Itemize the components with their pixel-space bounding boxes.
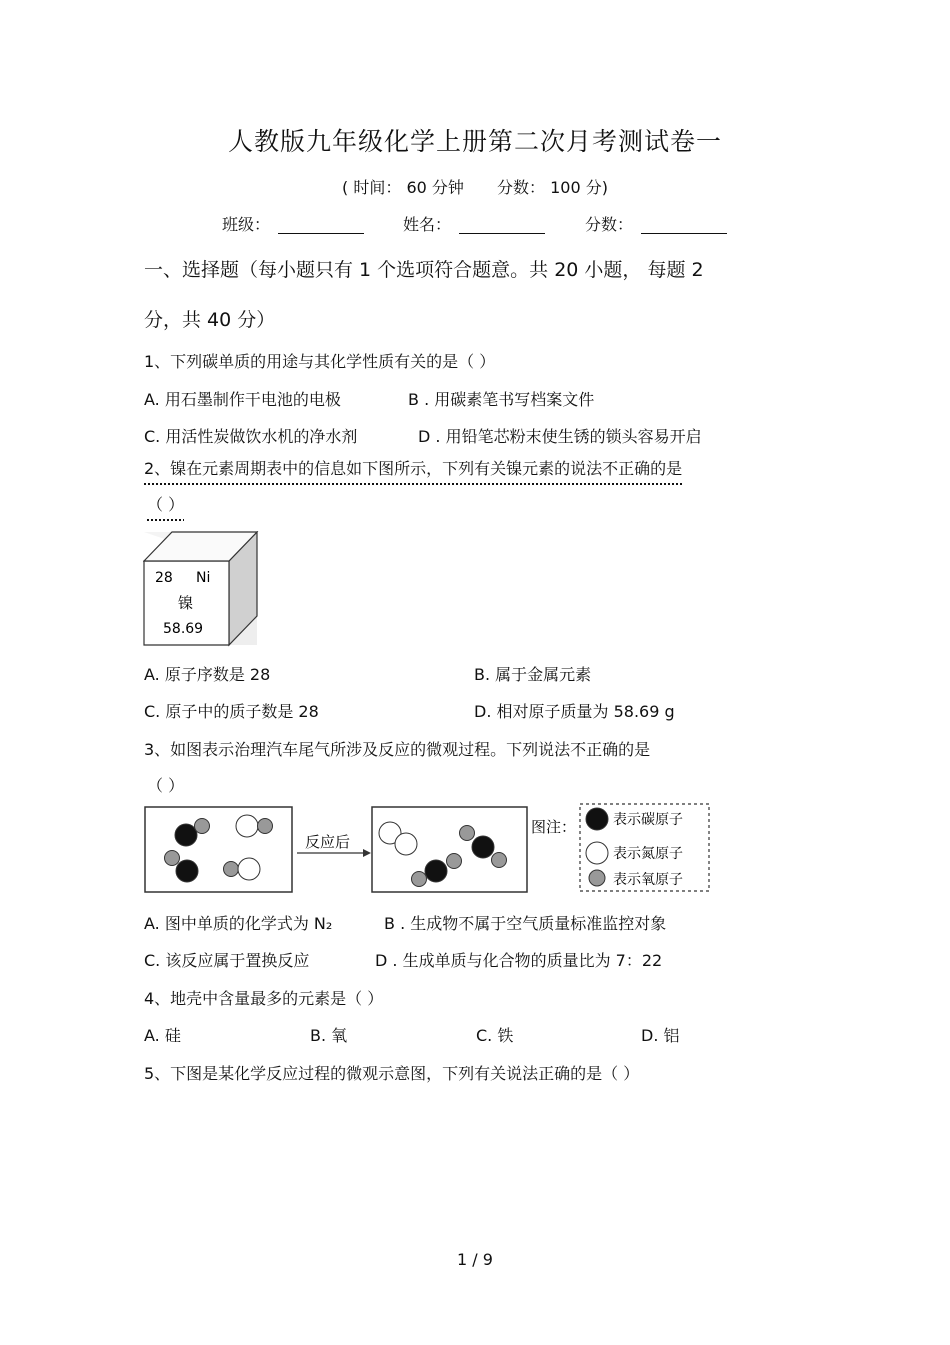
q1-option-b: B . 用碳素笔书写档案文件 — [408, 390, 595, 409]
q4-option-a: A. 硅 — [144, 1026, 181, 1045]
carbon-atom — [175, 824, 197, 846]
q4-option-d: D. 铝 — [641, 1026, 680, 1045]
name-label: 姓名： — [403, 215, 452, 234]
legend-carbon-swatch — [586, 808, 608, 830]
q3-option-c: C. 该反应属于置换反应 — [144, 951, 310, 970]
section-heading-cont: 分，共 40 分） — [144, 309, 276, 331]
legend-oxygen: 表示氧原子 — [613, 872, 683, 888]
q1-option-c: C. 用活性炭做饮水机的净水剂 — [144, 427, 358, 446]
carbon-atom — [176, 860, 198, 882]
q2-stem: 2、镍在元素周期表中的信息如下图所示，下列有关镍元素的说法不正确的是 — [144, 459, 683, 478]
legend-nitrogen-swatch — [586, 842, 608, 864]
carbon-atom — [472, 836, 494, 858]
score-blank — [641, 217, 727, 234]
section-heading: 一、选择题（每小题只有 1 个选项符合题意。共 20 小题， 每题 2 — [144, 259, 704, 281]
nitrogen-atom — [395, 833, 417, 855]
legend-title: 图注： — [531, 818, 577, 836]
total-score: 分数： 100 分) — [497, 178, 608, 197]
q1-option-d: D . 用铅笔芯粉末使生锈的锁头容易开启 — [418, 427, 702, 446]
nitrogen-atom — [236, 815, 258, 837]
q3-option-b: B . 生成物不属于空气质量标准监控对象 — [384, 914, 667, 933]
legend-oxygen-swatch — [589, 870, 605, 886]
oxygen-atom — [447, 854, 462, 869]
score-label: 分数： — [585, 215, 634, 234]
arrow-label: 反应后 — [305, 833, 351, 851]
q3-stem: 3、如图表示治理汽车尾气所涉及反应的微观过程。下列说法不正确的是 — [144, 740, 651, 759]
q1-option-a: A. 用石墨制作干电池的电极 — [144, 390, 341, 409]
q3-option-a: A. 图中单质的化学式为 N₂ — [144, 914, 333, 933]
q2-option-d: D. 相对原子质量为 58.69 g — [474, 702, 675, 721]
oxygen-atom — [492, 853, 507, 868]
name-blank — [459, 217, 545, 234]
legend-nitrogen: 表示氮原子 — [613, 846, 683, 862]
legend-carbon: 表示碳原子 — [613, 812, 683, 828]
atomic-mass: 58.69 — [163, 621, 204, 637]
q4-option-b: B. 氧 — [310, 1026, 348, 1045]
q2-paren: （ ） — [147, 495, 185, 514]
q5-stem: 5、下图是某化学反应过程的微观示意图，下列有关说法正确的是（ ） — [144, 1064, 640, 1083]
carbon-atom — [425, 860, 447, 882]
class-field — [222, 212, 364, 235]
q1-stem: 1、下列碳单质的用途与其化学性质有关的是（ ） — [144, 352, 496, 371]
page-number: 1 / 9 — [457, 1250, 493, 1269]
q3-paren: （ ） — [147, 776, 185, 795]
oxygen-atom — [412, 872, 427, 887]
element-symbol: Ni — [196, 570, 211, 586]
class-blank — [278, 217, 364, 234]
element-name: 镍 — [178, 594, 194, 612]
q2-option-c: C. 原子中的质子数是 28 — [144, 702, 319, 721]
q3-option-d: D . 生成单质与化合物的质量比为 7：22 — [375, 951, 663, 970]
time-limit: ( 时间： 60 分钟 — [342, 178, 464, 197]
nitrogen-atom — [238, 858, 260, 880]
q4-option-c: C. 铁 — [476, 1026, 514, 1045]
nickel-element-card — [143, 531, 261, 649]
exam-meta — [0, 175, 950, 198]
oxygen-atom — [165, 851, 180, 866]
class-label: 班级： — [222, 215, 271, 234]
oxygen-atom — [258, 819, 273, 834]
score-field — [585, 212, 727, 235]
q2-option-a: A. 原子序数是 28 — [144, 665, 271, 684]
page-title: 人教版九年级化学上册第二次月考测试卷一 — [227, 127, 722, 156]
oxygen-atom — [460, 826, 475, 841]
after-box — [372, 807, 527, 892]
q4-stem: 4、地壳中含量最多的元素是（ ） — [144, 989, 384, 1008]
oxygen-atom — [224, 862, 239, 877]
oxygen-atom — [195, 819, 210, 834]
atomic-number: 28 — [155, 570, 173, 586]
q2-option-b: B. 属于金属元素 — [474, 665, 592, 684]
name-field — [403, 212, 545, 235]
reaction-diagram — [143, 801, 713, 899]
